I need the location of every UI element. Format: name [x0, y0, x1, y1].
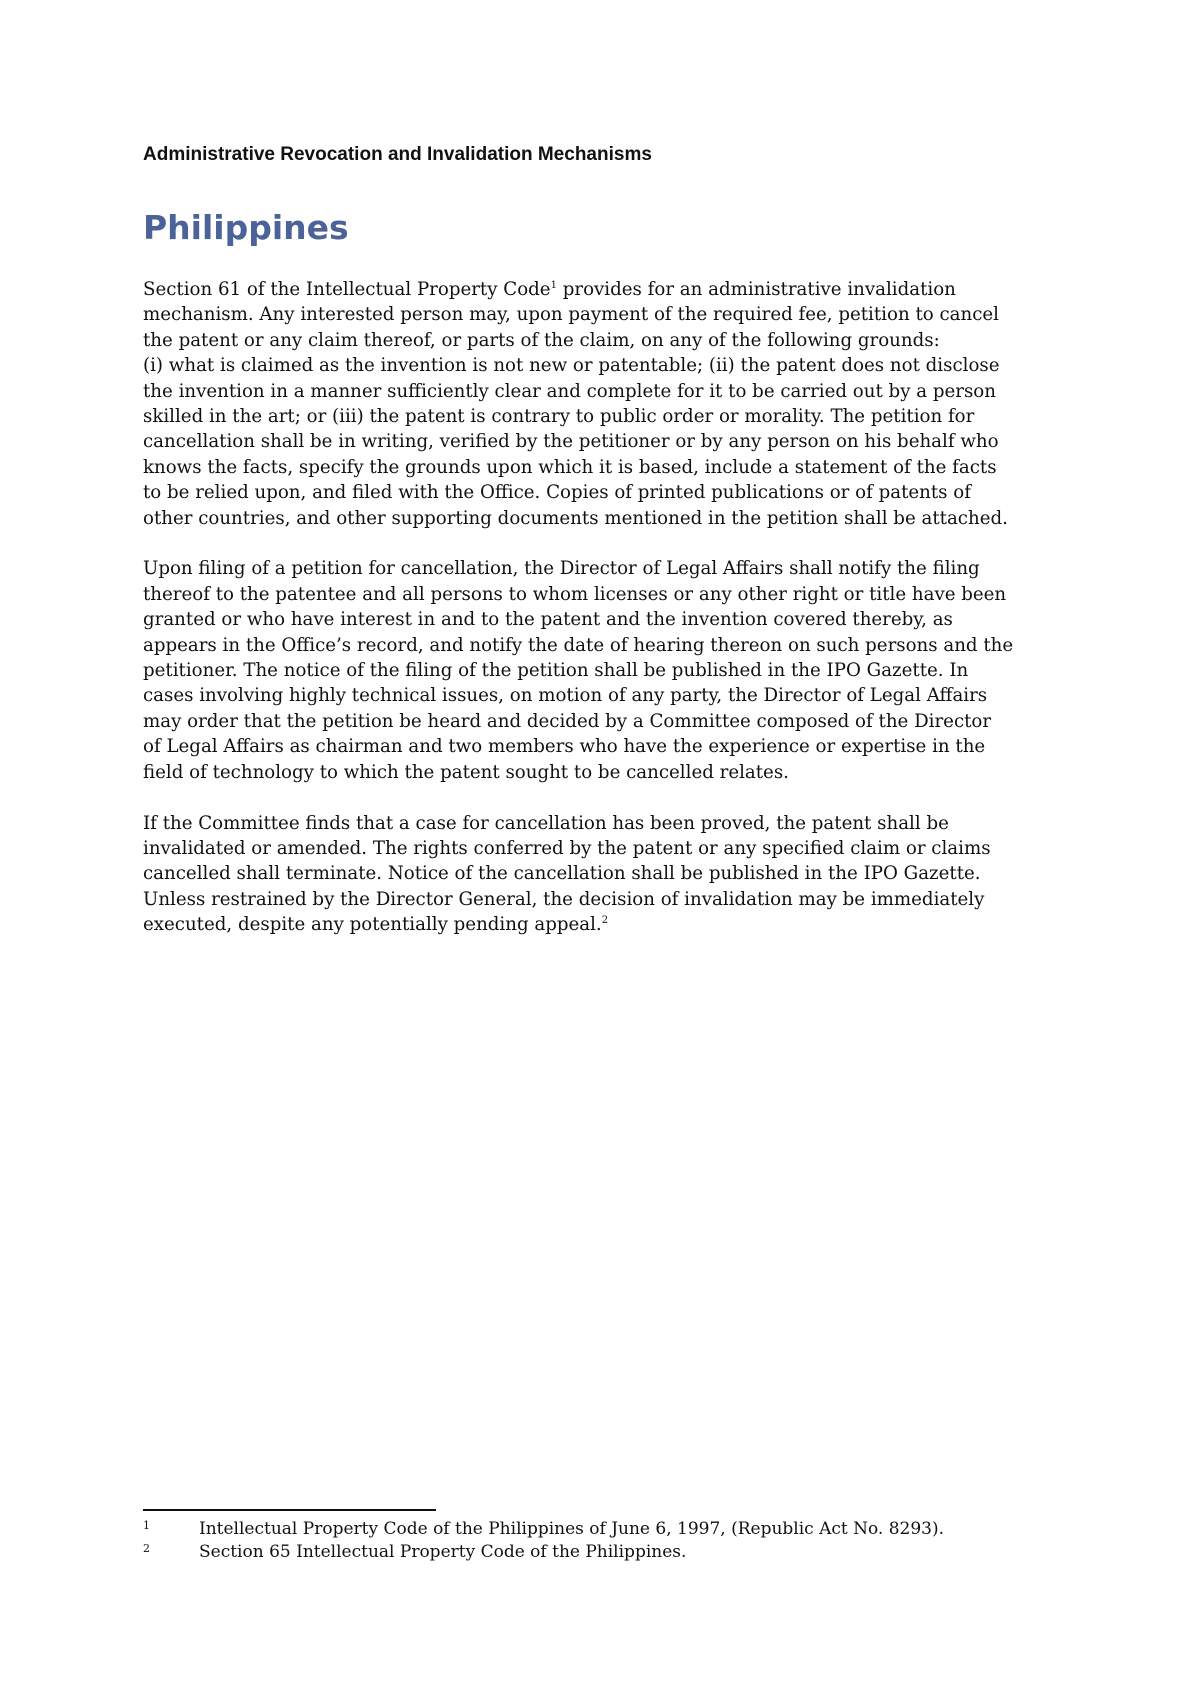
text-line: invalidated or amended. The rights conferred by the patent or any specified claim or claims — [143, 837, 991, 859]
text-line: cancelled shall terminate. Notice of the cancellation shall be published in the IPO Gazette. — [143, 863, 981, 885]
text-line: petitioner. The notice of the filing of the petition shall be published in the IPO Gazette. In — [143, 660, 969, 682]
footnote — [143, 1541, 1073, 1564]
paragraph — [143, 556, 1068, 785]
text-line: If the Committee finds that a case for cancellation has been proved, the patent shall be — [143, 812, 949, 834]
footnote — [143, 1518, 1073, 1541]
text-line — [143, 277, 1068, 302]
text-line: knows the facts, specify the grounds upon which it is based, include a statement of the facts — [143, 456, 997, 478]
text-line: Unless restrained by the Director General, the decision of invalidation may be immediately — [143, 888, 985, 910]
text-line: other countries, and other supporting documents mentioned in the petition shall be attached. — [143, 507, 1008, 529]
text-line: Upon filing of a petition for cancellation, the Director of Legal Affairs shall notify the filing — [143, 558, 980, 580]
footnote-reference[interactable]: 2 — [601, 915, 609, 927]
footnote-separator — [143, 1509, 436, 1511]
footnote-text: Intellectual Property Code of the Philippines of June 6, 1997, (Republic Act No. 8293). — [199, 1519, 945, 1539]
text-line: skilled in the art; or (iii) the patent is contrary to public order or morality. The petition for — [143, 406, 975, 428]
text-line: mechanism. Any interested person may, upon payment of the required fee, petition to cancel — [143, 304, 999, 326]
text-line: thereof to the patentee and all persons to whom licenses or any other right or title have been — [143, 583, 1007, 605]
footnote-reference[interactable]: 1 — [550, 280, 557, 291]
text-line: the patent or any claim thereof, or parts of the claim, on any of the following grounds: — [143, 329, 940, 351]
text-line: to be relied upon, and filed with the Office. Copies of printed publications or of patents of — [143, 482, 971, 504]
footnotes — [143, 1518, 1073, 1564]
footnote-number: 1 — [143, 1519, 150, 1532]
text-line: may order that the petition be heard and decided by a Committee composed of the Director — [143, 710, 992, 732]
running-header: Administrative Revocation and Invalidation Mechanisms — [143, 144, 652, 165]
text-line: the invention in a manner sufficiently clear and complete for it to be carried out by a person — [143, 380, 996, 402]
text-line: of Legal Affairs as chairman and two members who have the experience or expertise in the — [143, 736, 986, 758]
paragraph — [143, 277, 1068, 531]
text-line: (i) what is claimed as the invention is not new or patentable; (ii) the patent does not disclose — [143, 355, 1000, 377]
footnote-number: 2 — [143, 1542, 150, 1555]
section-title: Philippines — [143, 208, 349, 247]
paragraph — [143, 811, 1068, 938]
text-run: executed, despite any potentially pending appeal. — [143, 914, 602, 936]
text-line — [143, 912, 1068, 937]
footnote-text: Section 65 Intellectual Property Code of the Philippines. — [199, 1542, 687, 1562]
text-line: appears in the Office’s record, and notify the date of hearing thereon on such persons and the — [143, 634, 1014, 656]
text-run: provides for an administrative invalidation — [556, 279, 956, 300]
text-line: field of technology to which the patent sought to be cancelled relates. — [143, 761, 789, 783]
text-line: granted or who have interest in and to the patent and the invention covered thereby, as — [143, 609, 953, 631]
body-text — [143, 277, 1068, 963]
text-line: cases involving highly technical issues, on motion of any party, the Director of Legal Affairs — [143, 685, 988, 707]
text-run: Section 61 of the Intellectual Property Code — [143, 279, 551, 300]
text-line: cancellation shall be in writing, verified by the petitioner or by any person on his behalf who — [143, 431, 999, 453]
